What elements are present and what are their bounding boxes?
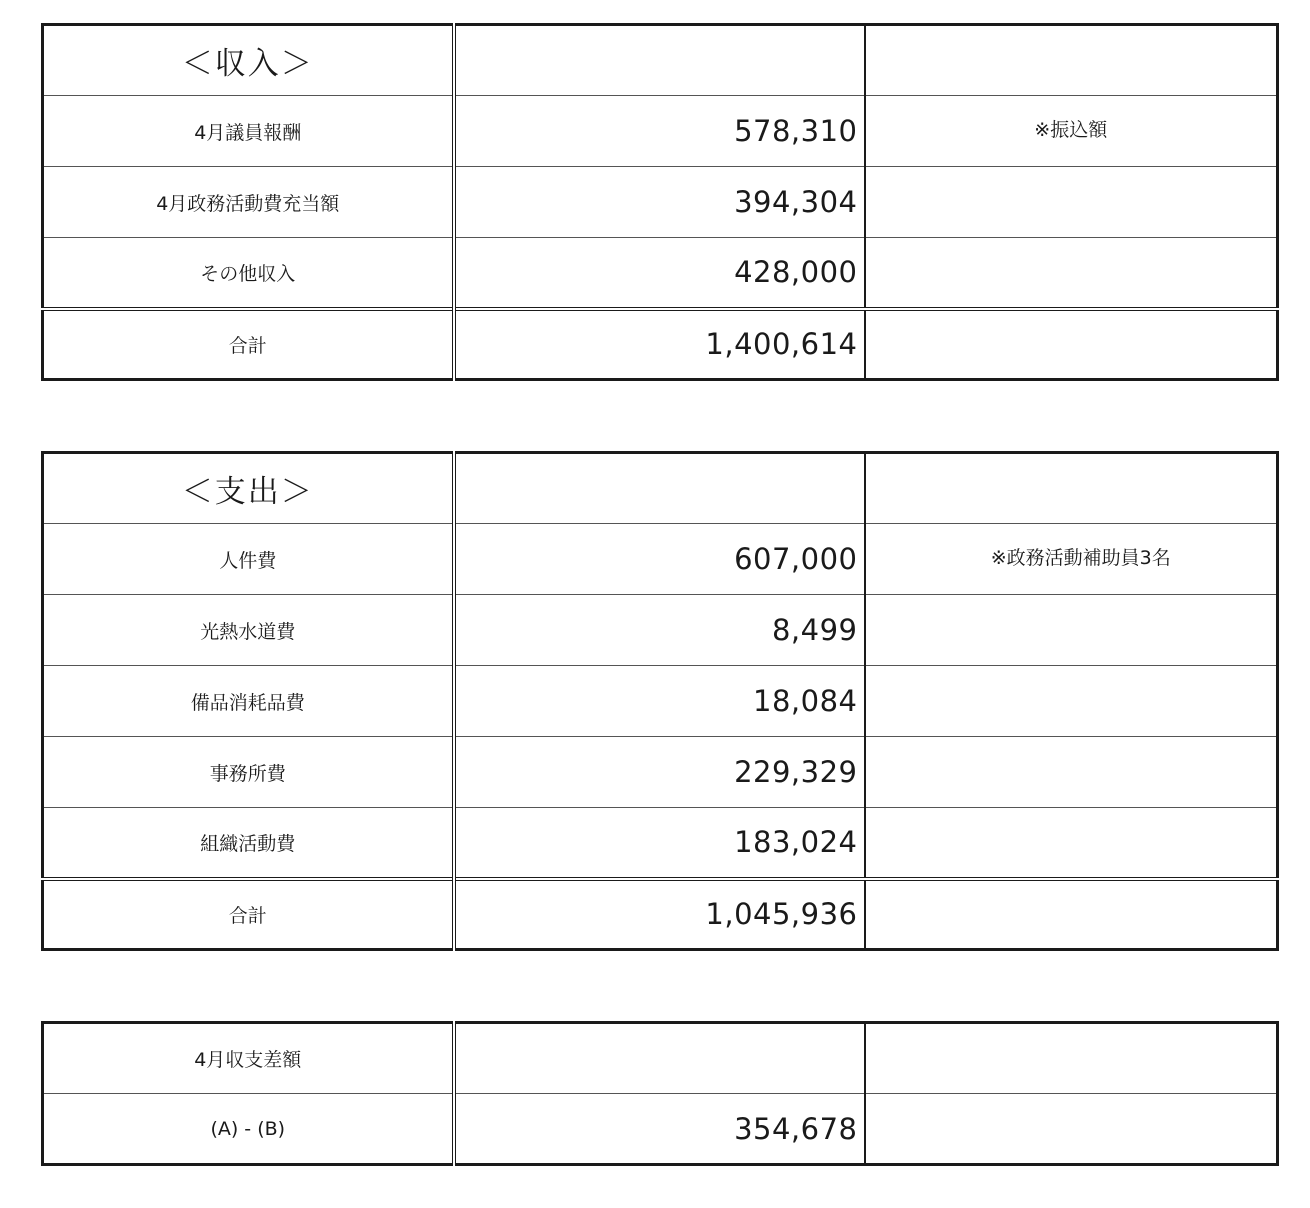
table-row [43, 595, 1278, 666]
income-row-label: その他収入 [43, 238, 454, 309]
expense-total-label: 合計 [43, 879, 454, 950]
expense-row-amount: 8,499 [454, 595, 865, 666]
income-row-note-text: ※振込額 [1034, 118, 1108, 141]
income-row-note [865, 96, 1278, 167]
expense-total-amount: 1,045,936 [454, 879, 865, 950]
expense-row-amount: 183,024 [454, 808, 865, 879]
income-header: ＜収入＞ [43, 25, 454, 96]
table-row [43, 96, 1278, 167]
expense-header: ＜支出＞ [43, 453, 454, 524]
income-row-amount: 578,310 [454, 96, 865, 167]
expense-row-label: 事務所費 [43, 737, 454, 808]
expense-table [41, 451, 1279, 951]
balance-header-note-cell [865, 1023, 1278, 1094]
table-row [43, 808, 1278, 879]
income-row-label: 4月議員報酬 [43, 96, 454, 167]
balance-table [41, 1021, 1279, 1166]
income-total-note-cell [865, 309, 1278, 380]
expense-row-note [865, 524, 1278, 595]
expense-row-label: 人件費 [43, 524, 454, 595]
balance-header-row [43, 1023, 1278, 1094]
table-row [43, 737, 1278, 808]
income-row-note [865, 238, 1278, 309]
expense-header-row [43, 453, 1278, 524]
balance-header-amount-cell [454, 1023, 865, 1094]
expense-row-note [865, 666, 1278, 737]
income-header-row [43, 25, 1278, 96]
income-row-amount: 428,000 [454, 238, 865, 309]
expense-row-label: 光熱水道費 [43, 595, 454, 666]
expense-row-note [865, 808, 1278, 879]
expense-header-note-cell [865, 453, 1278, 524]
income-row-label: 4月政務活動費充当額 [43, 167, 454, 238]
income-total-amount: 1,400,614 [454, 309, 865, 380]
income-header-note-cell [865, 25, 1278, 96]
balance-formula: (A) - (B) [43, 1094, 454, 1165]
income-table [41, 23, 1279, 381]
expense-row-note-text: ※政務活動補助員3名 [990, 546, 1171, 569]
expense-header-amount-cell [454, 453, 865, 524]
expense-row-note [865, 737, 1278, 808]
balance-row [43, 1094, 1278, 1165]
income-row-amount: 394,304 [454, 167, 865, 238]
balance-header: 4月収支差額 [43, 1023, 454, 1094]
income-total-row [43, 309, 1278, 380]
table-row [43, 524, 1278, 595]
balance-note-cell [865, 1094, 1278, 1165]
expense-total-note-cell [865, 879, 1278, 950]
income-row-note [865, 167, 1278, 238]
expense-row-label: 備品消耗品費 [43, 666, 454, 737]
table-row [43, 666, 1278, 737]
table-row [43, 167, 1278, 238]
income-total-label: 合計 [43, 309, 454, 380]
expense-row-amount: 18,084 [454, 666, 865, 737]
expense-row-amount: 607,000 [454, 524, 865, 595]
expense-total-row [43, 879, 1278, 950]
balance-amount: 354,678 [454, 1094, 865, 1165]
expense-row-amount: 229,329 [454, 737, 865, 808]
table-row [43, 238, 1278, 309]
income-header-amount-cell [454, 25, 865, 96]
expense-row-label: 組織活動費 [43, 808, 454, 879]
expense-row-note [865, 595, 1278, 666]
